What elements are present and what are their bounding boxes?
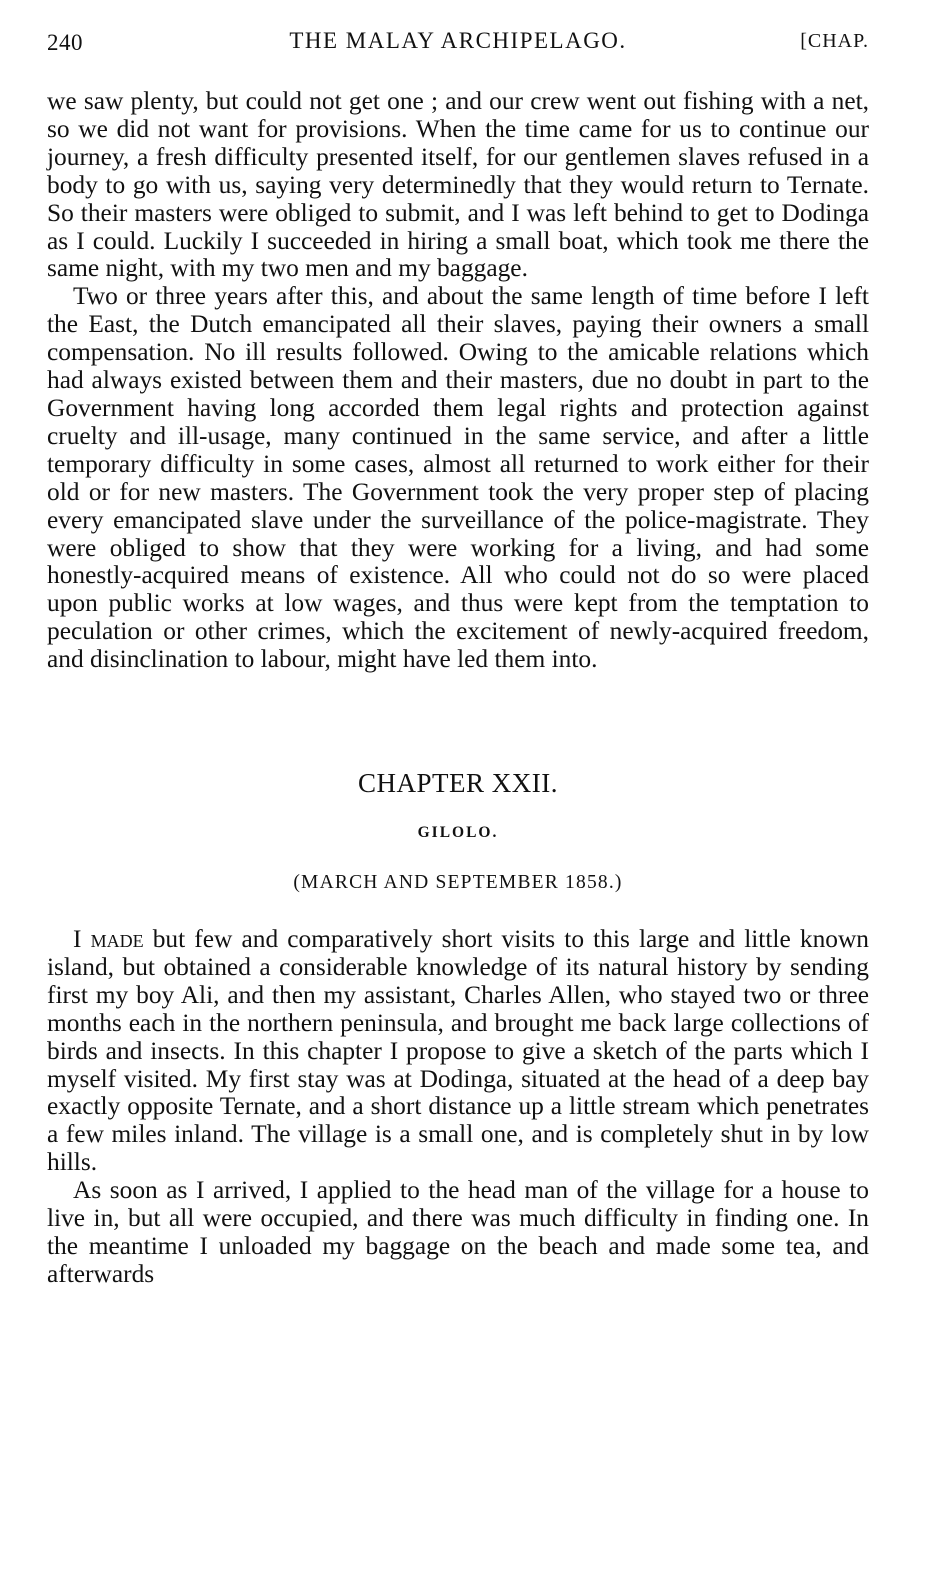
chapter-mark: [CHAP.	[800, 30, 869, 52]
lead-smallcaps: made	[81, 925, 144, 954]
paragraph: Two or three years after this, and about the same length of time before I left the East, the Dutch emancipated all their slaves, paying their owners a small compensation. No ill results followed. Owing to the amicable relations which had always existed between them and their masters, due no doubt in part to the Government having long accorded them legal rights and protection against cruelty and ill-usage, many continued in the same service, and after a little temporary difficulty in some cases, almost all returned to work either for their old or for new masters. The Government took the very proper step of placing every emancipated slave under the surveillance of the police-magistrate. They were obliged to show that they were working for a living, and had some honestly-acquired means of existence. All who could not do so were placed upon public works at low wages, and thus were kept from the temptation to peculation or other crimes, which the excitement of newly-acquired freedom, and disinclination to labour, might have led them into.	[47, 282, 869, 674]
chapter-subtitle: GILOLO.	[417, 824, 499, 842]
chapter-dates: (MARCH AND SEPTEMBER 1858.)	[293, 872, 623, 894]
chapter-heading: CHAPTER XXII.	[358, 768, 558, 799]
paragraph-text: but few and comparatively short visits to this large and little known island, but obtained a considerable knowledge of its natural history by sending first my boy Ali, and then my assistant, Charles Allen, who stayed two or three months each in the northern peninsula, and brought me back large collections of birds and insects. In this chapter I propose to give a sketch of the parts which I myself visited. My first stay was at Dodinga, situated at the head of a deep bay exactly opposite Ternate, and a short distance up a little stream which penetrates a few miles inland. The village is a small one, and is completely shut in by low hills.	[47, 925, 869, 1177]
page-number: 240	[47, 30, 83, 55]
continued-text	[47, 88, 869, 674]
chapter-body	[47, 926, 869, 1289]
paragraph: As soon as I arrived, I applied to the head man of the village for a house to live in, but all were occupied, and there was much difficulty in finding one. In the meantime I unloaded my baggage on the beach and made some tea, and afterwards	[47, 1176, 869, 1288]
lead-initial: I	[73, 925, 82, 954]
book-page	[47, 22, 869, 1289]
paragraph: we saw plenty, but could not get one ; and our crew went out fishing with a net, so we did not want for provisions. When the time came for us to continue our journey, a fresh difficulty presented itself, for our gentlemen slaves refused in a body to go with us, saying very determinedly that they would return to Ternate. So their masters were obliged to submit, and I was left behind to get to Dodinga as I could. Luckily I succeeded in hiring a small boat, which took me there the same night, with my two men and my baggage.	[47, 87, 869, 283]
book-title: THE MALAY ARCHIPELAGO.	[289, 28, 627, 53]
running-head	[47, 22, 869, 58]
opening-paragraph	[47, 926, 869, 1177]
